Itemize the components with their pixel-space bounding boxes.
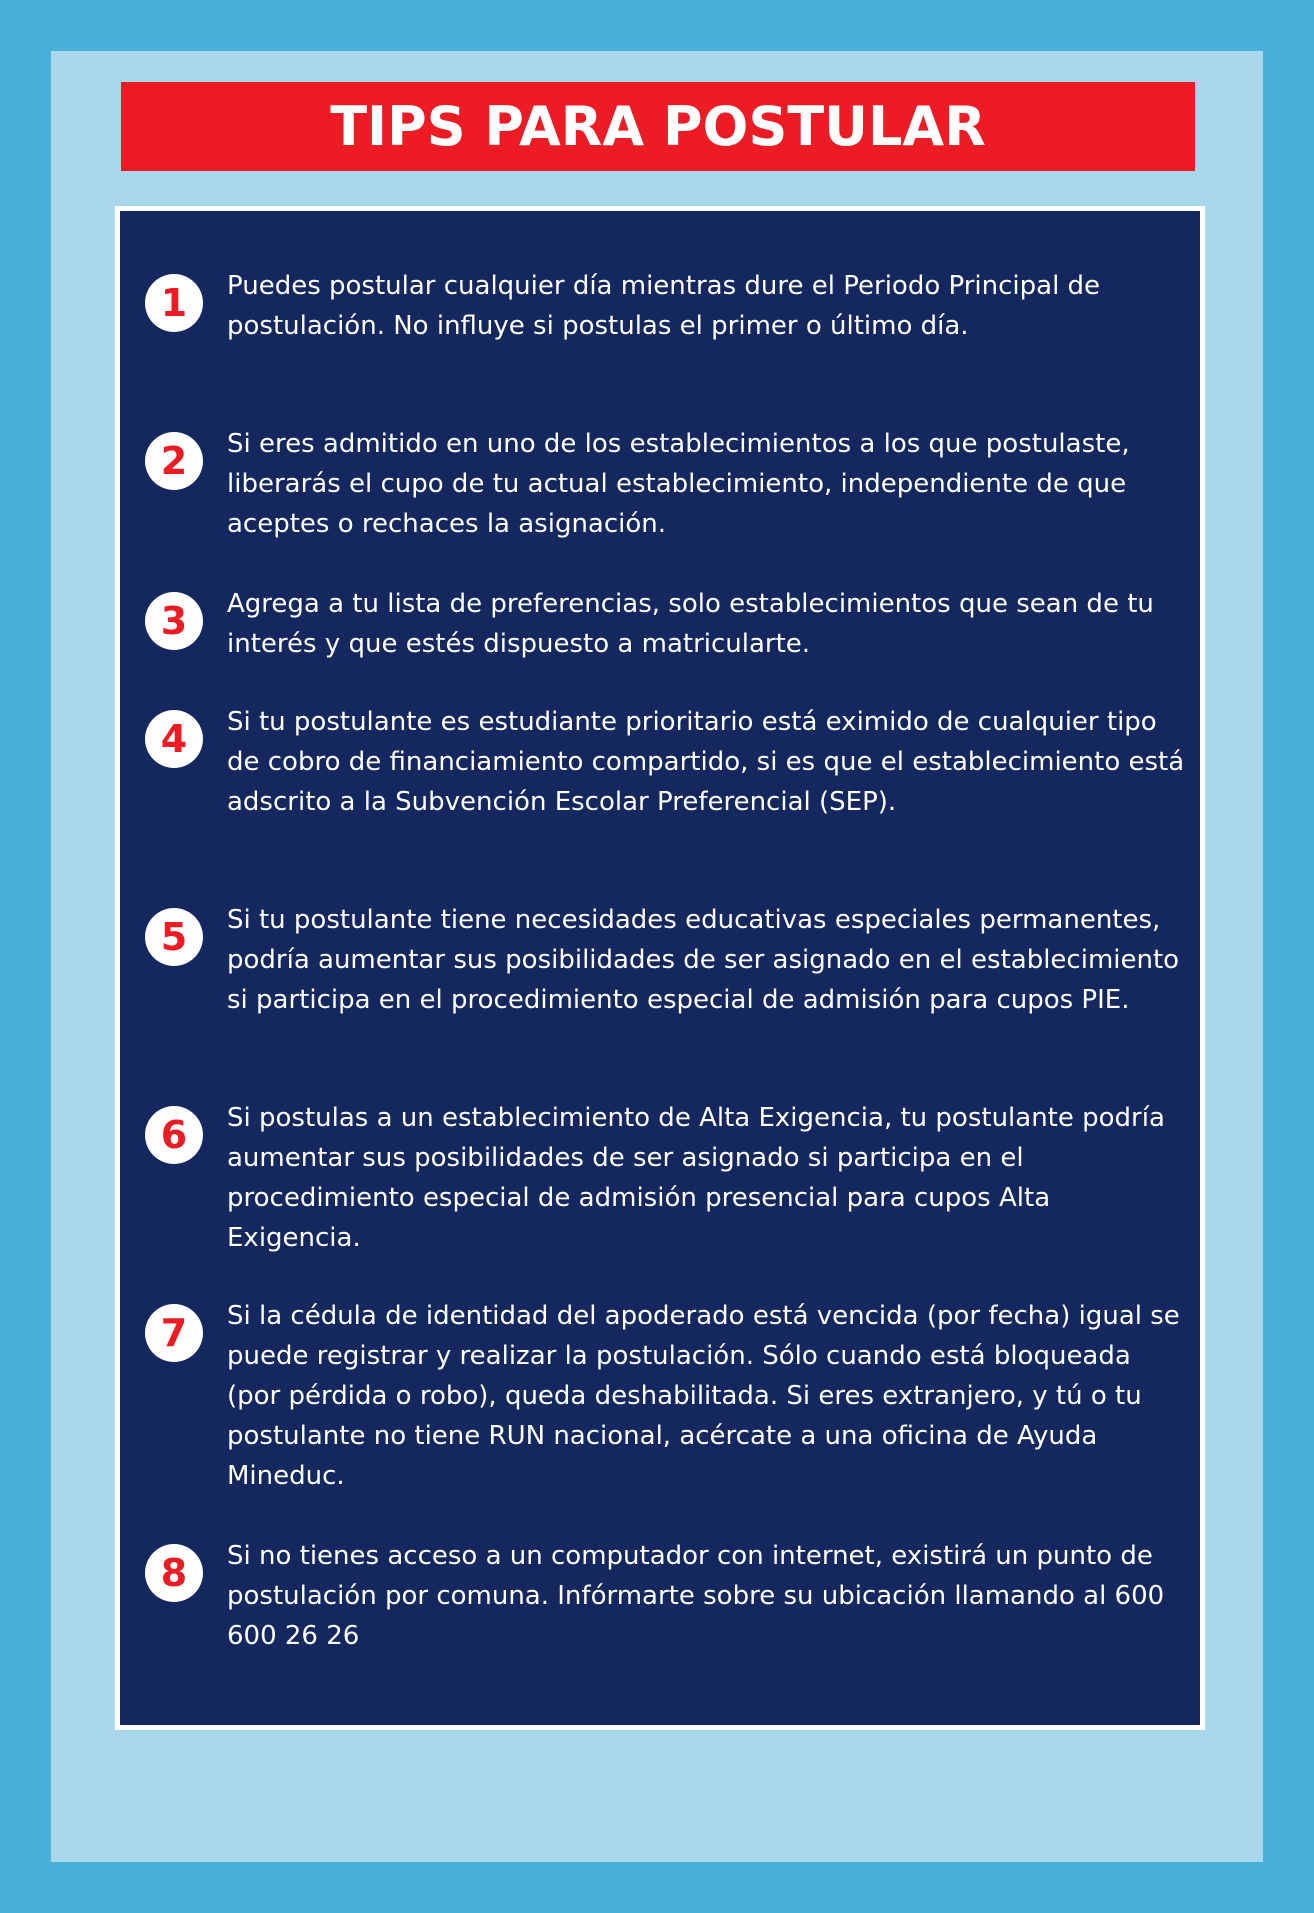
number-badge <box>145 710 203 768</box>
number-badge <box>145 1304 203 1362</box>
tip-number: 4 <box>160 717 188 761</box>
number-badge <box>145 274 203 332</box>
tips-box <box>115 206 1205 1730</box>
tip-text: Agrega a tu lista de preferencias, solo establecimientos que sean de tu interés y que estés dispuesto a matricularte. <box>227 589 1154 659</box>
number-badge <box>145 1544 203 1602</box>
number-badge <box>145 432 203 490</box>
tip-number: 1 <box>160 281 188 325</box>
tip-text: Si postulas a un establecimiento de Alta Exigencia, tu postulante podría aumentar sus posibilidades de ser asignado si participa en el procedimiento especial de admisión presencial para cupos Alta Exigencia. <box>227 1103 1165 1253</box>
number-badge <box>145 592 203 650</box>
tip-number: 5 <box>160 915 188 959</box>
tip-number: 2 <box>160 439 188 483</box>
tip-text: Si no tienes acceso a un computador con internet, existirá un punto de postulación por comuna. Infórmarte sobre su ubicación llamando al 600 600 26 26 <box>227 1541 1165 1651</box>
tip-number: 8 <box>160 1551 188 1595</box>
tip-text: Si tu postulante es estudiante prioritario está eximido de cualquier tipo de cobro de financiamiento compartido, si es que el establecimiento está adscrito a la Subvención Escolar Preferencial (SEP). <box>227 707 1185 817</box>
tip-text: Si tu postulante tiene necesidades educativas especiales permanentes, podría aumentar sus posibilidades de ser asignado en el establecimiento si participa en el procedimiento especial de admisión para cupos PIE. <box>227 905 1180 1015</box>
title-banner <box>121 82 1195 171</box>
number-badge <box>145 908 203 966</box>
number-badge <box>145 1106 203 1164</box>
tip-text: Si eres admitido en uno de los establecimientos a los que postulaste, liberarás el cupo de tu actual establecimiento, independiente de que aceptes o rechaces la asignación. <box>227 429 1130 539</box>
tip-number: 3 <box>160 599 188 643</box>
tip-text: Puedes postular cualquier día mientras dure el Periodo Principal de postulación. No influye si postulas el primer o último día. <box>227 271 1101 341</box>
page-title: TIPS PARA POSTULAR <box>330 95 986 158</box>
tip-text: Si la cédula de identidad del apoderado está vencida (por fecha) igual se puede registrar y realizar la postulación. Sólo cuando está bloqueada (por pérdida o robo), queda deshabilitada. Si eres extranjero, y tú o tu postulante no tiene RUN nacional, acércate a una oficina de Ayuda Mineduc. <box>227 1301 1180 1491</box>
tip-number: 7 <box>160 1311 188 1355</box>
tip-number: 6 <box>160 1113 188 1157</box>
